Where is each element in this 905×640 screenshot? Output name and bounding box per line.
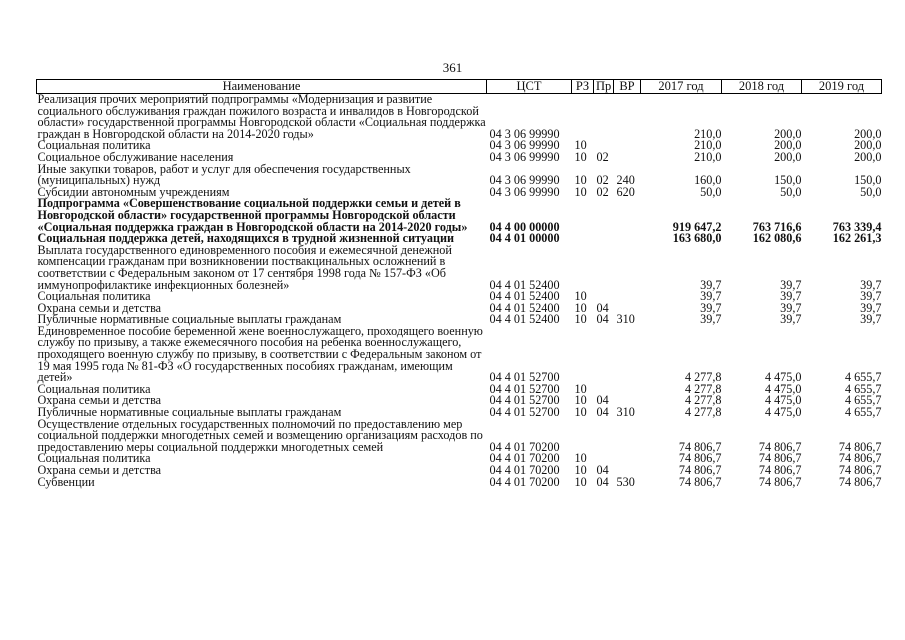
header-name: Наименование — [37, 80, 487, 94]
row-rz — [572, 233, 594, 245]
row-name: Выплата государственного единовременного пособия и ежемесячной денежной компенсации гражданам при возникновении поствакцинальных осложнений в соответствии с Федеральным законом от 17 сентября 1998 года № 157-ФЗ «Об иммунопрофилактике инфекционных болезней» — [37, 242, 452, 292]
row-value-2017: 39,7 — [700, 300, 722, 315]
header-vr: ВР — [614, 80, 641, 94]
row-value-2019: 200,0 — [854, 126, 882, 141]
row-value-2019: 74 806,7 — [838, 463, 882, 477]
row-rz: 10 — [574, 149, 587, 164]
row-cst: 04 4 01 70200 — [489, 474, 560, 489]
row-vr — [614, 291, 641, 303]
row-name: Социальное обслуживание населения — [37, 149, 234, 164]
row-value-2019: 39,7 — [860, 300, 882, 315]
table-row — [37, 326, 882, 384]
table-row — [37, 453, 882, 465]
row-value-2018: 50,0 — [780, 184, 802, 199]
row-value-2017: 163 680,0 — [672, 231, 722, 246]
row-value-2018: 39,7 — [780, 300, 802, 315]
header-2017: 2017 год — [641, 80, 722, 94]
row-value-2019: 39,7 — [860, 277, 882, 292]
row-value-2019: 150,0 — [854, 173, 882, 188]
table-body — [37, 94, 882, 489]
row-value-2019: 50,0 — [860, 184, 882, 199]
row-rz — [572, 419, 594, 454]
row-value-2018: 74 806,7 — [758, 439, 802, 454]
table-row — [37, 94, 882, 141]
row-value-2017: 210,0 — [694, 138, 722, 153]
row-cst: 04 4 01 52700 — [489, 370, 560, 385]
header-cst: ЦСТ — [487, 80, 572, 94]
row-rz — [572, 94, 594, 141]
row-cst: 04 4 01 00000 — [489, 231, 560, 246]
row-name: Осуществление отдельных государственных полномочий по предоставлению мер социальной поддержки многодетных семей и возмещению организациям расходов по предоставлению меры социальной поддержки многодетных семей — [37, 416, 483, 454]
row-value-2017: 210,0 — [694, 149, 722, 164]
row-cst: 04 4 01 70200 — [489, 451, 560, 466]
row-pr — [594, 94, 614, 141]
row-vr — [614, 152, 641, 164]
row-value-2017: 4 277,8 — [684, 405, 722, 420]
row-cst: 04 4 01 52400 — [489, 300, 560, 315]
row-vr — [614, 233, 641, 245]
row-pr: 04 — [596, 393, 609, 408]
row-pr — [594, 233, 614, 245]
row-value-2018: 763 716,6 — [752, 219, 802, 234]
row-rz: 10 — [574, 138, 587, 153]
row-vr: 240 — [616, 173, 635, 188]
row-cst: 04 3 06 99990 — [489, 126, 560, 141]
row-value-2017: 50,0 — [700, 184, 722, 199]
row-value-2019: 74 806,7 — [838, 451, 882, 466]
table-row — [37, 477, 882, 489]
row-pr — [594, 419, 614, 454]
row-value-2019: 4 655,7 — [844, 405, 882, 420]
row-value-2018: 39,7 — [780, 312, 802, 327]
row-value-2017: 210,0 — [694, 126, 722, 141]
row-value-2019: 200,0 — [854, 138, 882, 153]
row-cst: 04 4 01 52700 — [489, 381, 560, 396]
row-rz: 10 — [574, 300, 587, 315]
row-value-2019: 763 339,4 — [832, 219, 882, 234]
row-value-2017: 4 277,8 — [684, 381, 722, 396]
row-pr: 02 — [596, 149, 609, 164]
row-pr: 04 — [596, 463, 609, 477]
row-name: Публичные нормативные социальные выплаты гражданам — [37, 405, 342, 420]
row-value-2017: 39,7 — [700, 277, 722, 292]
row-value-2017: 74 806,7 — [678, 439, 722, 454]
row-value-2018: 4 475,0 — [764, 370, 802, 385]
row-value-2018: 74 806,7 — [758, 463, 802, 477]
row-value-2019: 39,7 — [860, 312, 882, 327]
row-rz: 10 — [574, 289, 587, 304]
table-row — [37, 198, 882, 233]
row-rz: 10 — [574, 184, 587, 199]
row-value-2018: 39,7 — [780, 289, 802, 304]
row-cst: 04 4 01 52400 — [489, 312, 560, 327]
row-pr: 04 — [596, 474, 609, 489]
row-name: Охрана семьи и детства — [37, 463, 162, 477]
row-rz: 10 — [574, 173, 587, 188]
row-rz — [572, 326, 594, 384]
row-name: Иные закупки товаров, работ и услуг для обеспечения государственных (муниципальных) нужд — [37, 161, 411, 188]
row-name: Охрана семьи и детства — [37, 393, 162, 408]
row-value-2019: 74 806,7 — [838, 474, 882, 489]
table-row — [37, 291, 882, 303]
row-value-2018: 74 806,7 — [758, 474, 802, 489]
row-name: Охрана семьи и детства — [37, 300, 162, 315]
table-row — [37, 419, 882, 454]
row-name: Единовременное пособие беременной жене военнослужащего, проходящего военную службу по призыву, а также ежемесячного пособия на ребенка военнослужащего, проходящего военную службу по призыву, в соответствии с Федеральным законом от 19 мая 1995 года № 81-ФЗ «О государственных пособиях гражданам, имеющим детей» — [37, 323, 483, 385]
row-value-2018: 162 080,6 — [752, 231, 802, 246]
row-name: Социальная политика — [37, 289, 151, 304]
row-value-2017: 39,7 — [700, 289, 722, 304]
row-vr — [614, 245, 641, 291]
row-vr: 310 — [616, 312, 635, 327]
table-row — [37, 245, 882, 291]
row-value-2017: 39,7 — [700, 312, 722, 327]
row-rz: 10 — [574, 393, 587, 408]
row-value-2019: 4 655,7 — [844, 381, 882, 396]
row-value-2018: 4 475,0 — [764, 405, 802, 420]
row-name: Реализация прочих мероприятий подпрограммы «Модернизация и развитие социального обслуживания граждан пожилого возраста и инвалидов в Новгородской области» государственной программы Новгородской области «Социальная поддержка граждан в Новгородской области на 2014-2020 годы» — [37, 92, 486, 141]
table-row — [37, 384, 882, 396]
budget-table — [36, 79, 882, 488]
row-cst: 04 4 01 52700 — [489, 405, 560, 420]
row-rz: 10 — [574, 474, 587, 489]
row-value-2018: 74 806,7 — [758, 451, 802, 466]
row-vr — [614, 140, 641, 152]
row-value-2017: 919 647,2 — [672, 219, 722, 234]
row-name: Субсидии автономным учреждениям — [37, 184, 230, 199]
row-pr: 02 — [596, 173, 609, 188]
row-rz: 10 — [574, 381, 587, 396]
row-vr: 620 — [616, 184, 635, 199]
row-value-2018: 200,0 — [774, 138, 802, 153]
row-pr: 04 — [596, 300, 609, 315]
row-name: Социальная политика — [37, 138, 151, 153]
table-row — [37, 465, 882, 477]
row-cst: 04 3 06 99990 — [489, 184, 560, 199]
row-cst: 04 4 01 52700 — [489, 393, 560, 408]
row-value-2019: 39,7 — [860, 289, 882, 304]
row-vr — [614, 198, 641, 233]
row-cst: 04 3 06 99990 — [489, 173, 560, 188]
row-rz: 10 — [574, 312, 587, 327]
row-rz — [572, 198, 594, 233]
row-name: Подпрограмма «Совершенствование социальной поддержки семьи и детей в Новгородской области» государственной программы Новгородской области «Социальная поддержка граждан в Новгородской области на 2014-2020 годы» — [37, 196, 468, 234]
header-2018: 2018 год — [722, 80, 802, 94]
row-pr: 02 — [596, 184, 609, 199]
row-vr — [614, 94, 641, 141]
row-value-2018: 200,0 — [774, 126, 802, 141]
row-value-2019: 200,0 — [854, 149, 882, 164]
row-value-2018: 4 475,0 — [764, 393, 802, 408]
row-value-2017: 160,0 — [694, 173, 722, 188]
row-value-2019: 74 806,7 — [838, 439, 882, 454]
row-value-2019: 162 261,3 — [832, 231, 882, 246]
row-value-2019: 4 655,7 — [844, 393, 882, 408]
header-pr: Пр — [594, 80, 614, 94]
row-rz: 10 — [574, 451, 587, 466]
row-name: Субвенции — [37, 474, 95, 489]
row-cst: 04 4 01 52400 — [489, 289, 560, 304]
row-vr — [614, 326, 641, 384]
row-value-2017: 74 806,7 — [678, 451, 722, 466]
row-rz: 10 — [574, 405, 587, 420]
row-vr: 310 — [616, 405, 635, 420]
row-cst: 04 4 01 52400 — [489, 277, 560, 292]
row-value-2019: 4 655,7 — [844, 370, 882, 385]
row-vr — [614, 384, 641, 396]
row-vr — [614, 453, 641, 465]
row-pr — [594, 198, 614, 233]
row-cst: 04 4 00 00000 — [489, 219, 560, 234]
row-value-2017: 4 277,8 — [684, 370, 722, 385]
row-cst: 04 3 06 99990 — [489, 138, 560, 153]
row-value-2018: 4 475,0 — [764, 381, 802, 396]
header-rz: РЗ — [572, 80, 594, 94]
row-value-2017: 4 277,8 — [684, 393, 722, 408]
row-name: Публичные нормативные социальные выплаты гражданам — [37, 312, 342, 327]
row-value-2017: 74 806,7 — [678, 474, 722, 489]
row-pr: 04 — [596, 312, 609, 327]
header-2019: 2019 год — [802, 80, 882, 94]
row-value-2018: 39,7 — [780, 277, 802, 292]
row-name: Социальная политика — [37, 451, 151, 466]
row-value-2018: 200,0 — [774, 149, 802, 164]
row-pr — [594, 326, 614, 384]
row-name: Социальная поддержка детей, находящихся в трудной жизненной ситуации — [37, 231, 455, 246]
row-cst: 04 4 01 70200 — [489, 439, 560, 454]
row-pr — [594, 245, 614, 291]
row-vr — [614, 419, 641, 454]
row-rz — [572, 245, 594, 291]
page-number: 361 — [442, 60, 463, 75]
row-name: Социальная политика — [37, 381, 151, 396]
row-vr: 530 — [616, 474, 635, 489]
row-value-2017: 74 806,7 — [678, 463, 722, 477]
table-row — [37, 164, 882, 187]
row-pr: 04 — [596, 405, 609, 420]
row-cst: 04 3 06 99990 — [489, 149, 560, 164]
row-value-2018: 150,0 — [774, 173, 802, 188]
row-rz: 10 — [574, 463, 587, 477]
row-cst: 04 4 01 70200 — [489, 463, 560, 477]
